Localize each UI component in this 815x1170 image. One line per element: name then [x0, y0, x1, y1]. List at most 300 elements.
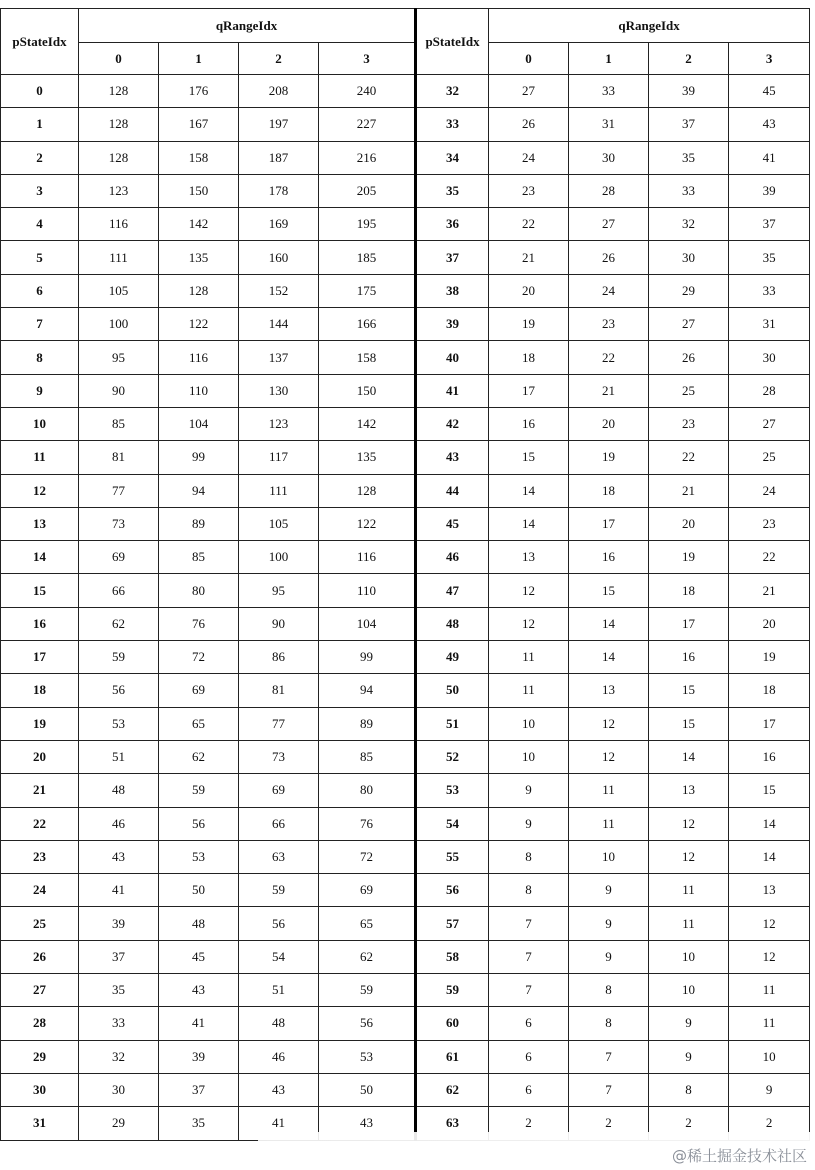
- right-value-cell: 17: [729, 707, 810, 740]
- right-value-cell: 30: [649, 241, 729, 274]
- right-value-cell: 14: [649, 740, 729, 773]
- left-value-cell: 85: [79, 407, 159, 440]
- left-value-cell: 169: [239, 208, 319, 241]
- left-value-cell: 128: [159, 274, 239, 307]
- left-col-0-header: 0: [79, 43, 159, 75]
- left-value-cell: 63: [239, 840, 319, 873]
- right-value-cell: 2: [649, 1107, 729, 1140]
- right-value-cell: 7: [569, 1073, 649, 1106]
- right-value-cell: 6: [489, 1007, 569, 1040]
- right-value-cell: 21: [729, 574, 810, 607]
- right-value-cell: 12: [729, 940, 810, 973]
- left-pstateidx-cell: 18: [1, 674, 79, 707]
- left-value-cell: 116: [319, 541, 416, 574]
- left-value-cell: 69: [239, 774, 319, 807]
- left-value-cell: 32: [79, 1040, 159, 1073]
- left-pstateidx-cell: 15: [1, 574, 79, 607]
- right-value-cell: 9: [569, 874, 649, 907]
- left-pstateidx-cell: 8: [1, 341, 79, 374]
- left-value-cell: 117: [239, 441, 319, 474]
- right-pstateidx-cell: 34: [416, 141, 489, 174]
- left-value-cell: 85: [319, 740, 416, 773]
- left-value-cell: 123: [79, 174, 159, 207]
- left-value-cell: 240: [319, 75, 416, 108]
- left-pstateidx-cell: 10: [1, 407, 79, 440]
- right-value-cell: 8: [649, 1073, 729, 1106]
- right-value-cell: 15: [649, 707, 729, 740]
- left-value-cell: 41: [239, 1107, 319, 1140]
- table-row: [1, 75, 810, 108]
- right-value-cell: 12: [489, 574, 569, 607]
- left-col-3-header: 3: [319, 43, 416, 75]
- left-value-cell: 76: [159, 607, 239, 640]
- right-value-cell: 2: [489, 1107, 569, 1140]
- right-value-cell: 16: [489, 407, 569, 440]
- left-pstateidx-cell: 26: [1, 940, 79, 973]
- left-value-cell: 216: [319, 141, 416, 174]
- left-value-cell: 41: [159, 1007, 239, 1040]
- right-value-cell: 19: [489, 308, 569, 341]
- left-qrangeidx-header: qRangeIdx: [79, 9, 416, 43]
- right-value-cell: 19: [569, 441, 649, 474]
- table-row: [1, 241, 810, 274]
- table-row: [1, 341, 810, 374]
- left-value-cell: 73: [79, 507, 159, 540]
- right-value-cell: 24: [489, 141, 569, 174]
- right-value-cell: 31: [729, 308, 810, 341]
- right-value-cell: 15: [569, 574, 649, 607]
- right-value-cell: 23: [489, 174, 569, 207]
- left-value-cell: 160: [239, 241, 319, 274]
- right-value-cell: 2: [569, 1107, 649, 1140]
- left-value-cell: 110: [319, 574, 416, 607]
- left-value-cell: 35: [79, 974, 159, 1007]
- left-value-cell: 80: [159, 574, 239, 607]
- right-value-cell: 27: [569, 208, 649, 241]
- right-value-cell: 11: [569, 807, 649, 840]
- right-value-cell: 9: [489, 774, 569, 807]
- left-pstateidx-cell: 28: [1, 1007, 79, 1040]
- right-value-cell: 24: [569, 274, 649, 307]
- left-value-cell: 48: [159, 907, 239, 940]
- table-row: [1, 574, 810, 607]
- right-value-cell: 7: [489, 940, 569, 973]
- right-value-cell: 10: [569, 840, 649, 873]
- left-value-cell: 105: [79, 274, 159, 307]
- left-value-cell: 81: [79, 441, 159, 474]
- right-value-cell: 9: [729, 1073, 810, 1106]
- right-value-cell: 22: [489, 208, 569, 241]
- table-row: [1, 774, 810, 807]
- table-header: [1, 9, 810, 75]
- left-value-cell: 89: [319, 707, 416, 740]
- left-value-cell: 178: [239, 174, 319, 207]
- left-value-cell: 77: [239, 707, 319, 740]
- left-pstateidx-cell: 27: [1, 974, 79, 1007]
- right-value-cell: 16: [729, 740, 810, 773]
- left-value-cell: 95: [239, 574, 319, 607]
- right-pstateidx-cell: 55: [416, 840, 489, 873]
- left-value-cell: 43: [159, 974, 239, 1007]
- table-row: [1, 641, 810, 674]
- right-value-cell: 10: [649, 974, 729, 1007]
- left-value-cell: 81: [239, 674, 319, 707]
- left-value-cell: 53: [159, 840, 239, 873]
- right-value-cell: 21: [569, 374, 649, 407]
- left-pstateidx-cell: 1: [1, 108, 79, 141]
- table-row: [1, 740, 810, 773]
- right-pstateidx-cell: 36: [416, 208, 489, 241]
- left-pstateidx-cell: 24: [1, 874, 79, 907]
- left-value-cell: 99: [319, 641, 416, 674]
- left-value-cell: 59: [319, 974, 416, 1007]
- right-value-cell: 19: [649, 541, 729, 574]
- right-value-cell: 18: [569, 474, 649, 507]
- right-value-cell: 10: [729, 1040, 810, 1073]
- left-value-cell: 110: [159, 374, 239, 407]
- left-value-cell: 104: [319, 607, 416, 640]
- right-value-cell: 28: [729, 374, 810, 407]
- right-pstateidx-cell: 49: [416, 641, 489, 674]
- left-col-2-header: 2: [239, 43, 319, 75]
- right-value-cell: 18: [489, 341, 569, 374]
- left-value-cell: 166: [319, 308, 416, 341]
- left-value-cell: 59: [79, 641, 159, 674]
- left-value-cell: 94: [159, 474, 239, 507]
- table-row: [1, 141, 810, 174]
- right-value-cell: 8: [569, 974, 649, 1007]
- right-pstateidx-cell: 50: [416, 674, 489, 707]
- left-value-cell: 130: [239, 374, 319, 407]
- left-value-cell: 86: [239, 641, 319, 674]
- right-value-cell: 37: [649, 108, 729, 141]
- right-col-1-header: 1: [569, 43, 649, 75]
- right-value-cell: 11: [649, 907, 729, 940]
- table-row: [1, 874, 810, 907]
- table-row: [1, 108, 810, 141]
- right-qrangeidx-header: qRangeIdx: [489, 9, 810, 43]
- left-pstateidx-cell: 0: [1, 75, 79, 108]
- right-pstateidx-cell: 35: [416, 174, 489, 207]
- watermark-overlay: [258, 1132, 815, 1146]
- left-value-cell: 43: [79, 840, 159, 873]
- right-value-cell: 18: [729, 674, 810, 707]
- left-value-cell: 46: [79, 807, 159, 840]
- left-value-cell: 111: [79, 241, 159, 274]
- right-value-cell: 15: [649, 674, 729, 707]
- right-value-cell: 24: [729, 474, 810, 507]
- left-value-cell: 205: [319, 174, 416, 207]
- table-row: [1, 308, 810, 341]
- left-value-cell: 30: [79, 1073, 159, 1106]
- left-value-cell: 195: [319, 208, 416, 241]
- left-value-cell: 37: [159, 1073, 239, 1106]
- left-pstateidx-cell: 4: [1, 208, 79, 241]
- left-value-cell: 56: [239, 907, 319, 940]
- right-value-cell: 16: [569, 541, 649, 574]
- right-value-cell: 7: [569, 1040, 649, 1073]
- table-body: [1, 75, 810, 1141]
- right-value-cell: 43: [729, 108, 810, 141]
- table-row: [1, 1040, 810, 1073]
- left-value-cell: 128: [79, 75, 159, 108]
- right-value-cell: 11: [729, 974, 810, 1007]
- left-value-cell: 66: [239, 807, 319, 840]
- left-value-cell: 227: [319, 108, 416, 141]
- right-value-cell: 27: [729, 407, 810, 440]
- right-value-cell: 11: [489, 674, 569, 707]
- left-value-cell: 80: [319, 774, 416, 807]
- right-value-cell: 23: [729, 507, 810, 540]
- left-pstateidx-cell: 13: [1, 507, 79, 540]
- right-value-cell: 15: [729, 774, 810, 807]
- table-row: [1, 507, 810, 540]
- left-pstateidx-cell: 31: [1, 1107, 79, 1140]
- right-pstateidx-cell: 58: [416, 940, 489, 973]
- left-value-cell: 77: [79, 474, 159, 507]
- right-value-cell: 35: [729, 241, 810, 274]
- right-value-cell: 26: [569, 241, 649, 274]
- right-value-cell: 16: [649, 641, 729, 674]
- left-value-cell: 111: [239, 474, 319, 507]
- right-value-cell: 6: [489, 1073, 569, 1106]
- left-value-cell: 105: [239, 507, 319, 540]
- right-pstateidx-cell: 33: [416, 108, 489, 141]
- right-value-cell: 19: [729, 641, 810, 674]
- left-value-cell: 94: [319, 674, 416, 707]
- left-value-cell: 152: [239, 274, 319, 307]
- right-value-cell: 9: [569, 907, 649, 940]
- left-value-cell: 59: [159, 774, 239, 807]
- right-value-cell: 22: [569, 341, 649, 374]
- left-col-1-header: 1: [159, 43, 239, 75]
- right-value-cell: 28: [569, 174, 649, 207]
- right-pstateidx-cell: 45: [416, 507, 489, 540]
- right-value-cell: 22: [649, 441, 729, 474]
- left-value-cell: 185: [319, 241, 416, 274]
- table-row: [1, 607, 810, 640]
- left-value-cell: 29: [79, 1107, 159, 1140]
- left-value-cell: 144: [239, 308, 319, 341]
- left-value-cell: 76: [319, 807, 416, 840]
- left-value-cell: 116: [79, 208, 159, 241]
- right-pstateidx-header: pStateIdx: [416, 9, 489, 75]
- left-value-cell: 208: [239, 75, 319, 108]
- right-value-cell: 11: [729, 1007, 810, 1040]
- right-value-cell: 14: [729, 840, 810, 873]
- left-value-cell: 128: [79, 141, 159, 174]
- left-value-cell: 56: [159, 807, 239, 840]
- right-pstateidx-cell: 37: [416, 241, 489, 274]
- right-value-cell: 17: [489, 374, 569, 407]
- left-value-cell: 51: [79, 740, 159, 773]
- right-value-cell: 22: [729, 541, 810, 574]
- right-value-cell: 26: [649, 341, 729, 374]
- watermark-text: @稀土掘金技术社区: [671, 1147, 807, 1165]
- left-value-cell: 128: [79, 108, 159, 141]
- probability-table: [0, 8, 810, 1141]
- right-value-cell: 29: [649, 274, 729, 307]
- table-row: [1, 441, 810, 474]
- left-value-cell: 89: [159, 507, 239, 540]
- left-pstateidx-cell: 7: [1, 308, 79, 341]
- right-value-cell: 23: [649, 407, 729, 440]
- right-value-cell: 14: [489, 474, 569, 507]
- right-value-cell: 39: [649, 75, 729, 108]
- right-value-cell: 30: [729, 341, 810, 374]
- right-value-cell: 11: [569, 774, 649, 807]
- left-value-cell: 100: [239, 541, 319, 574]
- right-pstateidx-cell: 54: [416, 807, 489, 840]
- right-value-cell: 12: [649, 840, 729, 873]
- right-value-cell: 8: [569, 1007, 649, 1040]
- right-value-cell: 35: [649, 141, 729, 174]
- left-pstateidx-cell: 20: [1, 740, 79, 773]
- left-value-cell: 175: [319, 274, 416, 307]
- right-col-3-header: 3: [729, 43, 810, 75]
- right-value-cell: 7: [489, 974, 569, 1007]
- right-value-cell: 12: [649, 807, 729, 840]
- right-value-cell: 20: [489, 274, 569, 307]
- table-row: [1, 974, 810, 1007]
- left-value-cell: 56: [79, 674, 159, 707]
- left-value-cell: 53: [79, 707, 159, 740]
- right-pstateidx-cell: 52: [416, 740, 489, 773]
- right-value-cell: 20: [649, 507, 729, 540]
- right-value-cell: 20: [729, 607, 810, 640]
- right-pstateidx-cell: 47: [416, 574, 489, 607]
- left-value-cell: 142: [319, 407, 416, 440]
- left-value-cell: 122: [159, 308, 239, 341]
- left-value-cell: 50: [159, 874, 239, 907]
- right-value-cell: 18: [649, 574, 729, 607]
- left-value-cell: 150: [159, 174, 239, 207]
- left-pstateidx-cell: 19: [1, 707, 79, 740]
- left-value-cell: 65: [159, 707, 239, 740]
- right-value-cell: 13: [489, 541, 569, 574]
- right-value-cell: 33: [649, 174, 729, 207]
- left-value-cell: 43: [319, 1107, 416, 1140]
- table-row: [1, 407, 810, 440]
- table-row: [1, 674, 810, 707]
- left-value-cell: 69: [319, 874, 416, 907]
- left-value-cell: 90: [79, 374, 159, 407]
- left-value-cell: 135: [159, 241, 239, 274]
- right-value-cell: 9: [649, 1007, 729, 1040]
- right-value-cell: 30: [569, 141, 649, 174]
- left-value-cell: 167: [159, 108, 239, 141]
- left-pstateidx-cell: 29: [1, 1040, 79, 1073]
- left-value-cell: 59: [239, 874, 319, 907]
- left-pstateidx-cell: 25: [1, 907, 79, 940]
- left-value-cell: 56: [319, 1007, 416, 1040]
- right-value-cell: 27: [649, 308, 729, 341]
- table-row: [1, 474, 810, 507]
- right-value-cell: 41: [729, 141, 810, 174]
- left-value-cell: 48: [79, 774, 159, 807]
- left-value-cell: 33: [79, 1007, 159, 1040]
- right-value-cell: 21: [649, 474, 729, 507]
- right-pstateidx-cell: 51: [416, 707, 489, 740]
- left-value-cell: 142: [159, 208, 239, 241]
- right-value-cell: 37: [729, 208, 810, 241]
- table-row: [1, 374, 810, 407]
- left-pstateidx-cell: 16: [1, 607, 79, 640]
- left-value-cell: 137: [239, 341, 319, 374]
- right-pstateidx-cell: 57: [416, 907, 489, 940]
- left-value-cell: 135: [319, 441, 416, 474]
- left-pstateidx-cell: 23: [1, 840, 79, 873]
- left-value-cell: 123: [239, 407, 319, 440]
- right-value-cell: 27: [489, 75, 569, 108]
- right-col-0-header: 0: [489, 43, 569, 75]
- right-pstateidx-cell: 59: [416, 974, 489, 1007]
- left-pstateidx-cell: 14: [1, 541, 79, 574]
- right-value-cell: 33: [729, 274, 810, 307]
- left-value-cell: 187: [239, 141, 319, 174]
- left-value-cell: 122: [319, 507, 416, 540]
- right-pstateidx-cell: 60: [416, 1007, 489, 1040]
- left-value-cell: 62: [79, 607, 159, 640]
- right-value-cell: 32: [649, 208, 729, 241]
- right-value-cell: 2: [729, 1107, 810, 1140]
- left-value-cell: 39: [159, 1040, 239, 1073]
- left-value-cell: 197: [239, 108, 319, 141]
- right-value-cell: 13: [729, 874, 810, 907]
- table-row: [1, 707, 810, 740]
- left-value-cell: 104: [159, 407, 239, 440]
- left-value-cell: 66: [79, 574, 159, 607]
- right-value-cell: 10: [489, 740, 569, 773]
- right-value-cell: 14: [489, 507, 569, 540]
- right-value-cell: 17: [649, 607, 729, 640]
- left-value-cell: 39: [79, 907, 159, 940]
- table-row: [1, 940, 810, 973]
- right-value-cell: 14: [569, 641, 649, 674]
- left-pstateidx-cell: 22: [1, 807, 79, 840]
- left-value-cell: 128: [319, 474, 416, 507]
- right-pstateidx-cell: 62: [416, 1073, 489, 1106]
- left-value-cell: 62: [319, 940, 416, 973]
- right-pstateidx-cell: 56: [416, 874, 489, 907]
- left-value-cell: 48: [239, 1007, 319, 1040]
- right-value-cell: 21: [489, 241, 569, 274]
- left-pstateidx-cell: 9: [1, 374, 79, 407]
- table-row: [1, 840, 810, 873]
- right-pstateidx-cell: 48: [416, 607, 489, 640]
- left-value-cell: 99: [159, 441, 239, 474]
- right-pstateidx-cell: 41: [416, 374, 489, 407]
- right-value-cell: 13: [569, 674, 649, 707]
- right-value-cell: 26: [489, 108, 569, 141]
- left-value-cell: 69: [79, 541, 159, 574]
- left-value-cell: 43: [239, 1073, 319, 1106]
- right-pstateidx-cell: 42: [416, 407, 489, 440]
- table-row: [1, 1007, 810, 1040]
- right-pstateidx-cell: 40: [416, 341, 489, 374]
- right-pstateidx-cell: 32: [416, 75, 489, 108]
- right-value-cell: 11: [489, 641, 569, 674]
- right-pstateidx-cell: 46: [416, 541, 489, 574]
- left-value-cell: 85: [159, 541, 239, 574]
- right-value-cell: 10: [649, 940, 729, 973]
- left-pstateidx-cell: 3: [1, 174, 79, 207]
- left-value-cell: 35: [159, 1107, 239, 1140]
- right-value-cell: 7: [489, 907, 569, 940]
- left-value-cell: 54: [239, 940, 319, 973]
- right-value-cell: 12: [729, 907, 810, 940]
- table-row: [1, 174, 810, 207]
